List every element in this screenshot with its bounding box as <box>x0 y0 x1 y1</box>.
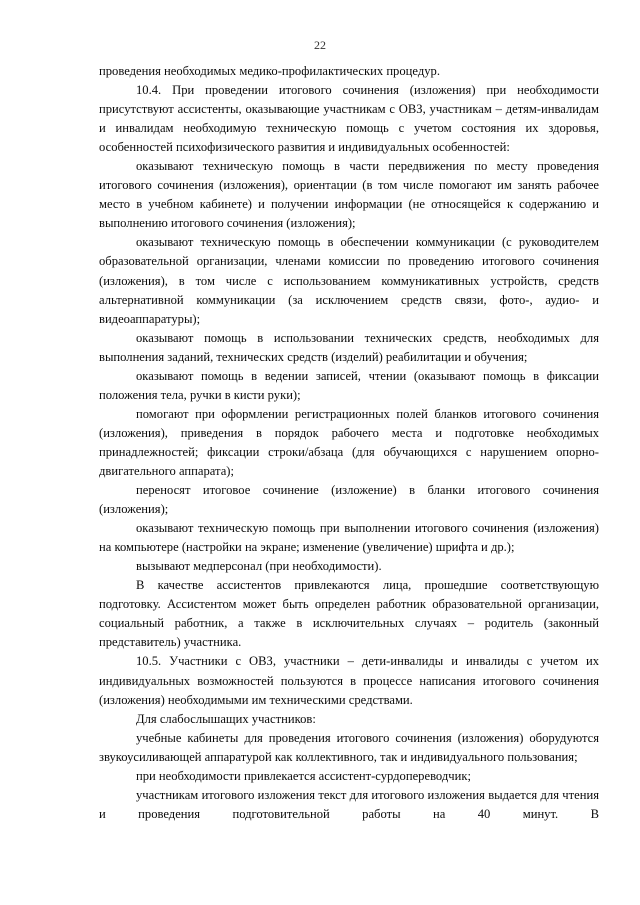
paragraph-writing-assistance: оказывают помощь в ведении записей, чтении (оказывают помощь в фиксации положения тела, ручки в кисти руки); <box>99 368 599 402</box>
paragraph-transfer-to-forms: переносят итоговое сочинение (изложение) в бланки итогового сочинения (изложения); <box>99 483 599 517</box>
paragraph-sign-interpreter: при необходимости привлекается ассистент-сурдопереводчик; <box>136 768 471 783</box>
paragraph-continuation: проведения необходимых медико-профилактических процедур. <box>99 64 440 78</box>
document-body <box>99 62 599 824</box>
paragraph-movement-assistance: оказывают техническую помощь в части передвижения по месту проведения итогового сочинения (изложения), ориентации (в том числе помогают им занять рабочее место в учебном кабинете) и получении информации (не относящейся к содержанию и выполнению итогового сочинения (изложения); <box>99 159 599 231</box>
paragraph-technical-means-assistance: оказывают помощь в использовании технических средств, необходимых для выполнения заданий, технических средств (изделий) реабилитации и обучения; <box>99 330 599 364</box>
paragraph-assistants-selection: В качестве ассистентов привлекаются лица, прошедшие соответствующую подготовку. Ассистентом может быть определен работник образовательной организации, социальный работник, а также в исключительных случаях – родитель (законный представитель) участника. <box>99 578 599 650</box>
paragraph-section-10-4: 10.4. При проведении итогового сочинения (изложения) при необходимости присутствуют ассистенты, оказывающие участникам с ОВЗ, участникам – детям-инвалидам и инвалидам необходимую техническую помощь с учетом состояния их здоровья, особенностей психофизического развития и индивидуальных особенностей: <box>99 83 599 155</box>
page-number: 22 <box>314 38 326 52</box>
paragraph-communication-assistance: оказывают техническую помощь в обеспечении коммуникации (с руководителем образовательной организации, членами комиссии по проведению итогового сочинения (изложения), в том числе с использованием коммуникативных устройств, средств альтернативной коммуникации (за исключением средств связи, фото-, аудио- и видеоаппаратуры); <box>99 235 599 326</box>
paragraph-section-10-5: 10.5. Участники с ОВЗ, участники – дети-инвалиды и инвалиды с учетом их индивидуальных возможностей пользуются в процессе написания итогового сочинения (изложения) необходимыми им техническими средствами. <box>99 654 599 707</box>
paragraph-registration-assistance: помогают при оформлении регистрационных полей бланков итогового сочинения (изложения), приведения в порядок рабочего места и подготовке необходимых принадлежностей; фиксации строки/абзаца (для обучающихся с нарушением опорно-двигательного аппарата); <box>99 406 599 478</box>
paragraph-sound-equipment: учебные кабинеты для проведения итогового сочинения (изложения) оборудуются звукоусиливающей аппаратурой как коллективного, так и индивидуального пользования; <box>99 730 599 764</box>
paragraph-computer-assistance: оказывают техническую помощь при выполнении итогового сочинения (изложения) на компьютере (настройки на экране; изменение (увеличение) шрифта и др.); <box>99 521 599 555</box>
paragraph-medical-staff: вызывают медперсонал (при необходимости). <box>136 559 382 574</box>
paragraph-hearing-impaired-heading: Для слабослышащих участников: <box>136 711 316 726</box>
paragraph-presentation-text-time: участникам итогового изложения текст для итогового изложения выдается для чтения и проведения подготовительной работы на 40 минут. В <box>99 787 599 821</box>
